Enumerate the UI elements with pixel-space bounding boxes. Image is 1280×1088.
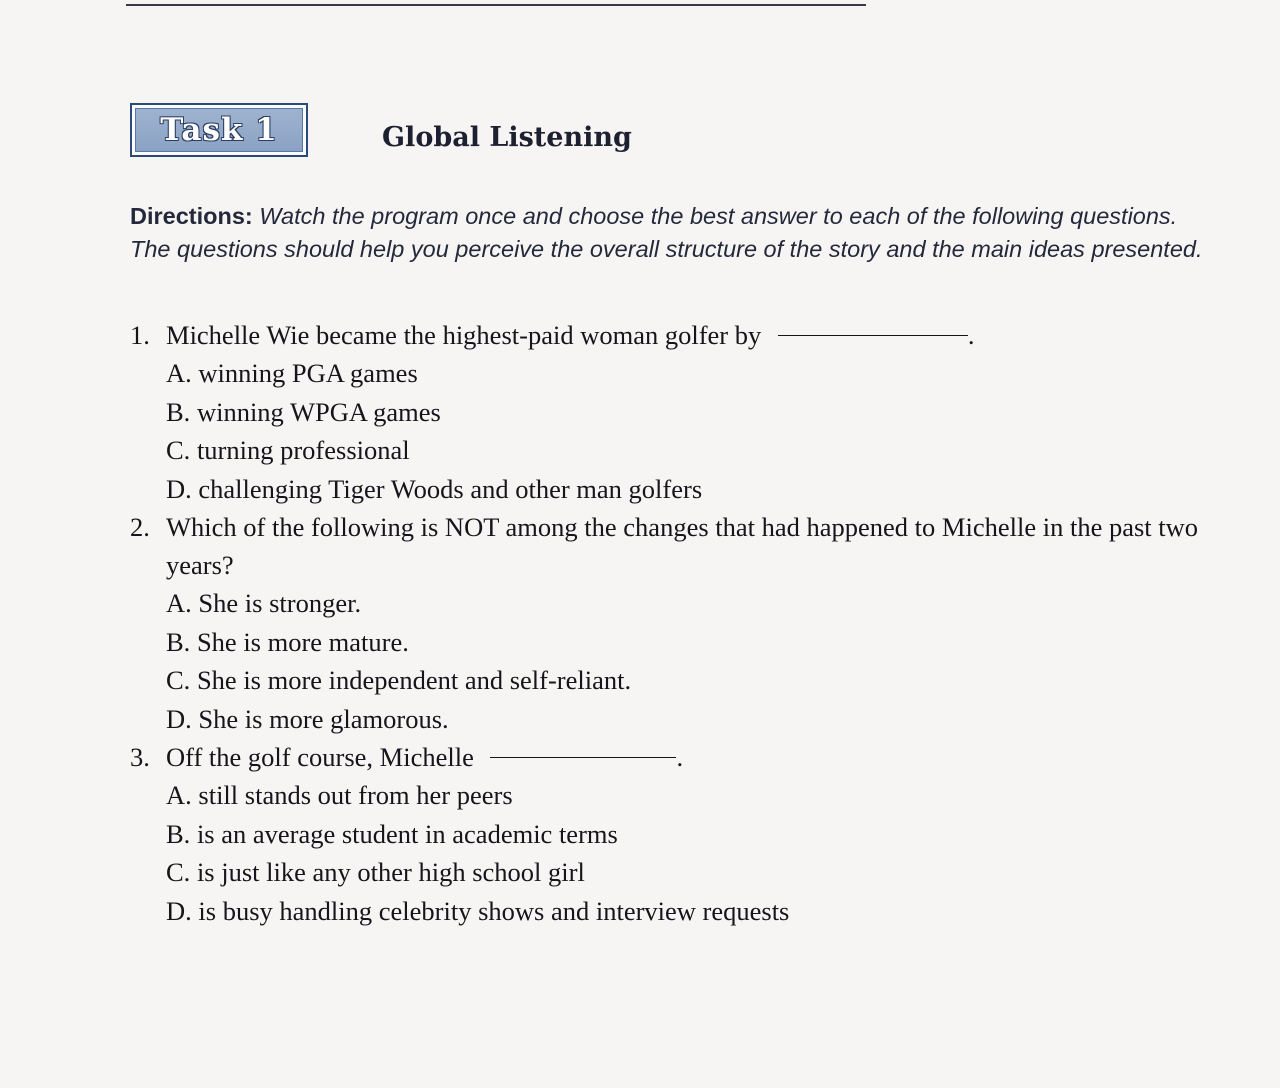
answer-blank <box>778 335 968 336</box>
option-text: She is more independent and self-reliant. <box>196 665 632 695</box>
answer-option <box>130 354 1210 393</box>
answer-option <box>130 393 1210 432</box>
question-stem <box>130 738 1210 776</box>
answer-blank <box>490 757 676 758</box>
answer-option <box>130 700 1210 739</box>
question-2 <box>130 508 1210 738</box>
question-number: 1. <box>130 320 150 350</box>
question-3 <box>130 738 1210 930</box>
question-number: 2. <box>130 512 150 542</box>
answer-option <box>130 623 1210 662</box>
question-stem <box>130 508 1210 584</box>
option-letter: A. <box>166 358 192 388</box>
blank-period: . <box>676 742 684 772</box>
answer-option <box>130 470 1210 509</box>
question-stem <box>130 316 1210 354</box>
question-list <box>130 316 1210 930</box>
question-text: Off the golf course, Michelle <box>166 742 474 772</box>
answer-option <box>130 776 1210 815</box>
option-letter: D. <box>166 703 192 734</box>
option-text: still stands out from her peers <box>198 780 513 810</box>
task-label: Task 1 <box>160 112 278 148</box>
section-title: Global Listening <box>382 122 632 153</box>
answer-option <box>130 892 1210 931</box>
option-text: is an average student in academic terms <box>196 818 618 849</box>
option-letter: C. <box>166 665 191 695</box>
question-text: Michelle Wie became the highest-paid woman golfer by <box>166 320 762 350</box>
answer-option <box>130 584 1210 623</box>
option-text: challenging Tiger Woods and other man golfers <box>198 473 703 504</box>
top-rule <box>126 0 866 6</box>
option-text: is just like any other high school girl <box>196 857 585 887</box>
option-letter: C. <box>166 857 191 887</box>
answer-option <box>130 661 1210 700</box>
question-text: Which of the following is NOT among the changes that had happened to Michelle in the past two years? <box>166 512 1199 580</box>
directions-label: Directions: <box>130 203 253 229</box>
option-text: She is stronger. <box>198 588 362 618</box>
option-text: turning professional <box>196 435 410 465</box>
blank-period: . <box>967 320 975 350</box>
option-letter: B. <box>166 818 191 849</box>
directions-text: Watch the program once and choose the best answer to each of the following questions. The questions should help you perceive the overall structure of the story and the main ideas presented. <box>130 203 1203 262</box>
option-text: winning WPGA games <box>196 396 441 427</box>
option-letter: B. <box>166 396 191 427</box>
option-letter: C. <box>166 435 191 465</box>
directions <box>130 200 1205 266</box>
option-letter: D. <box>166 473 192 504</box>
task-badge <box>130 103 308 157</box>
option-letter: A. <box>166 588 192 618</box>
answer-option <box>130 431 1210 470</box>
option-letter: A. <box>166 780 192 810</box>
option-text: She is more mature. <box>196 626 409 657</box>
option-text: is busy handling celebrity shows and interview requests <box>198 895 790 926</box>
question-number: 3. <box>130 742 150 772</box>
task-badge-inner <box>135 108 303 152</box>
question-1 <box>130 316 1210 508</box>
answer-option <box>130 815 1210 854</box>
answer-option <box>130 853 1210 892</box>
option-text: winning PGA games <box>198 358 418 388</box>
option-letter: B. <box>166 626 191 657</box>
option-text: She is more glamorous. <box>198 703 449 734</box>
option-letter: D. <box>166 895 192 926</box>
